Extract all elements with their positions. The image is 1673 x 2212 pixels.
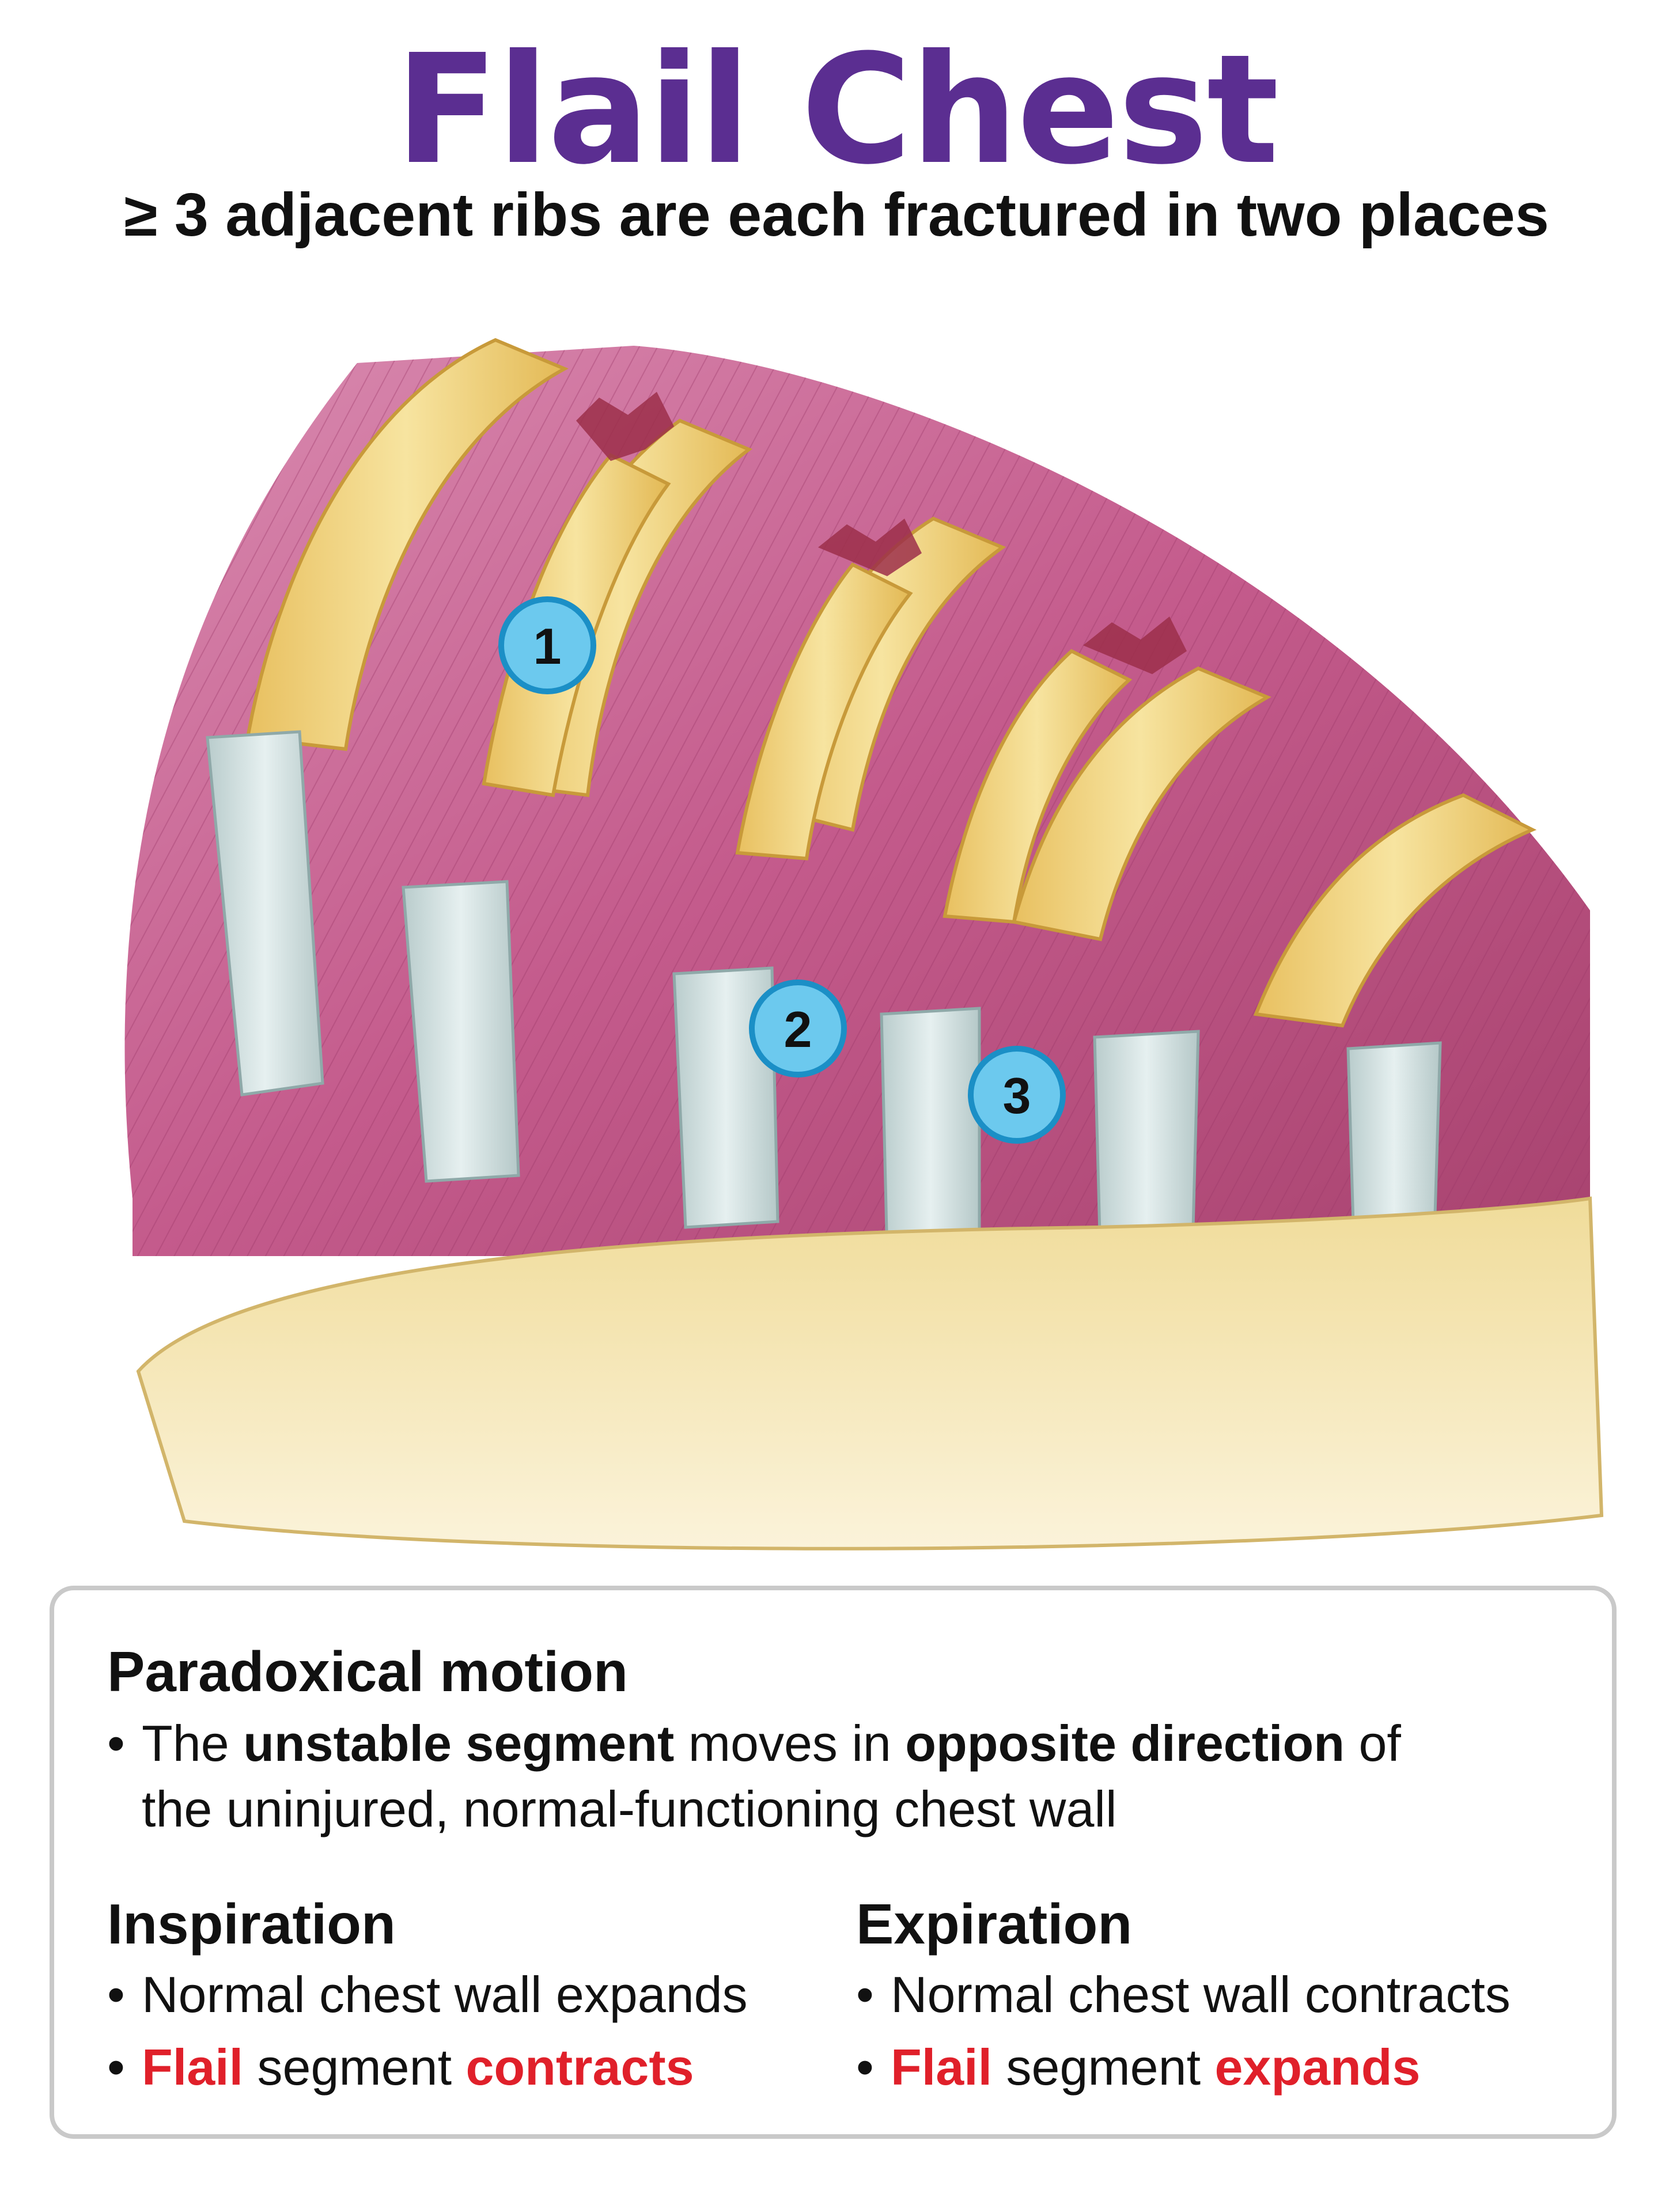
bullet: •: [107, 1966, 125, 2023]
page-title: Flail Chest: [395, 22, 1278, 198]
info-panel: [50, 1586, 1617, 2139]
expiration-item-2: • Flail segment expands: [856, 2039, 1421, 2096]
unstable-segment-term: unstable segment: [243, 1715, 675, 1772]
bullet: •: [856, 2039, 874, 2096]
inspiration-heading: Inspiration: [107, 1892, 396, 1956]
expiration-item-1: • Normal chest wall contracts: [856, 1966, 1511, 2023]
rib-badge-2-label: 2: [783, 1001, 812, 1058]
expiration-heading: Expiration: [856, 1892, 1133, 1956]
rib-badge-3: [971, 1049, 1063, 1141]
bullet: •: [107, 2039, 125, 2096]
inspiration-item-1: • Normal chest wall expands: [107, 1966, 748, 2023]
paradoxical-bullet-line-1: • The unstable segment moves in opposite direction of: [107, 1715, 1401, 1772]
bullet: •: [107, 1715, 125, 1772]
paradoxical-bullet-line-2: the uninjured, normal-functioning chest wall: [142, 1780, 1117, 1837]
rib-badge-1: [501, 599, 593, 691]
inspiration-item-2: • Flail segment contracts: [107, 2039, 694, 2096]
bullet: •: [856, 1966, 874, 2023]
rib-badge-1-label: 1: [533, 618, 562, 675]
rib-badge-3-label: 3: [1002, 1067, 1031, 1124]
rib-badge-2: [752, 982, 844, 1075]
flail-chest-illustration: [0, 277, 1673, 1567]
page-subtitle: ≥ 3 adjacent ribs are each fractured in two places: [124, 181, 1549, 249]
paradoxical-heading: Paradoxical motion: [107, 1640, 629, 1703]
opposite-direction-term: opposite direction: [905, 1715, 1345, 1772]
